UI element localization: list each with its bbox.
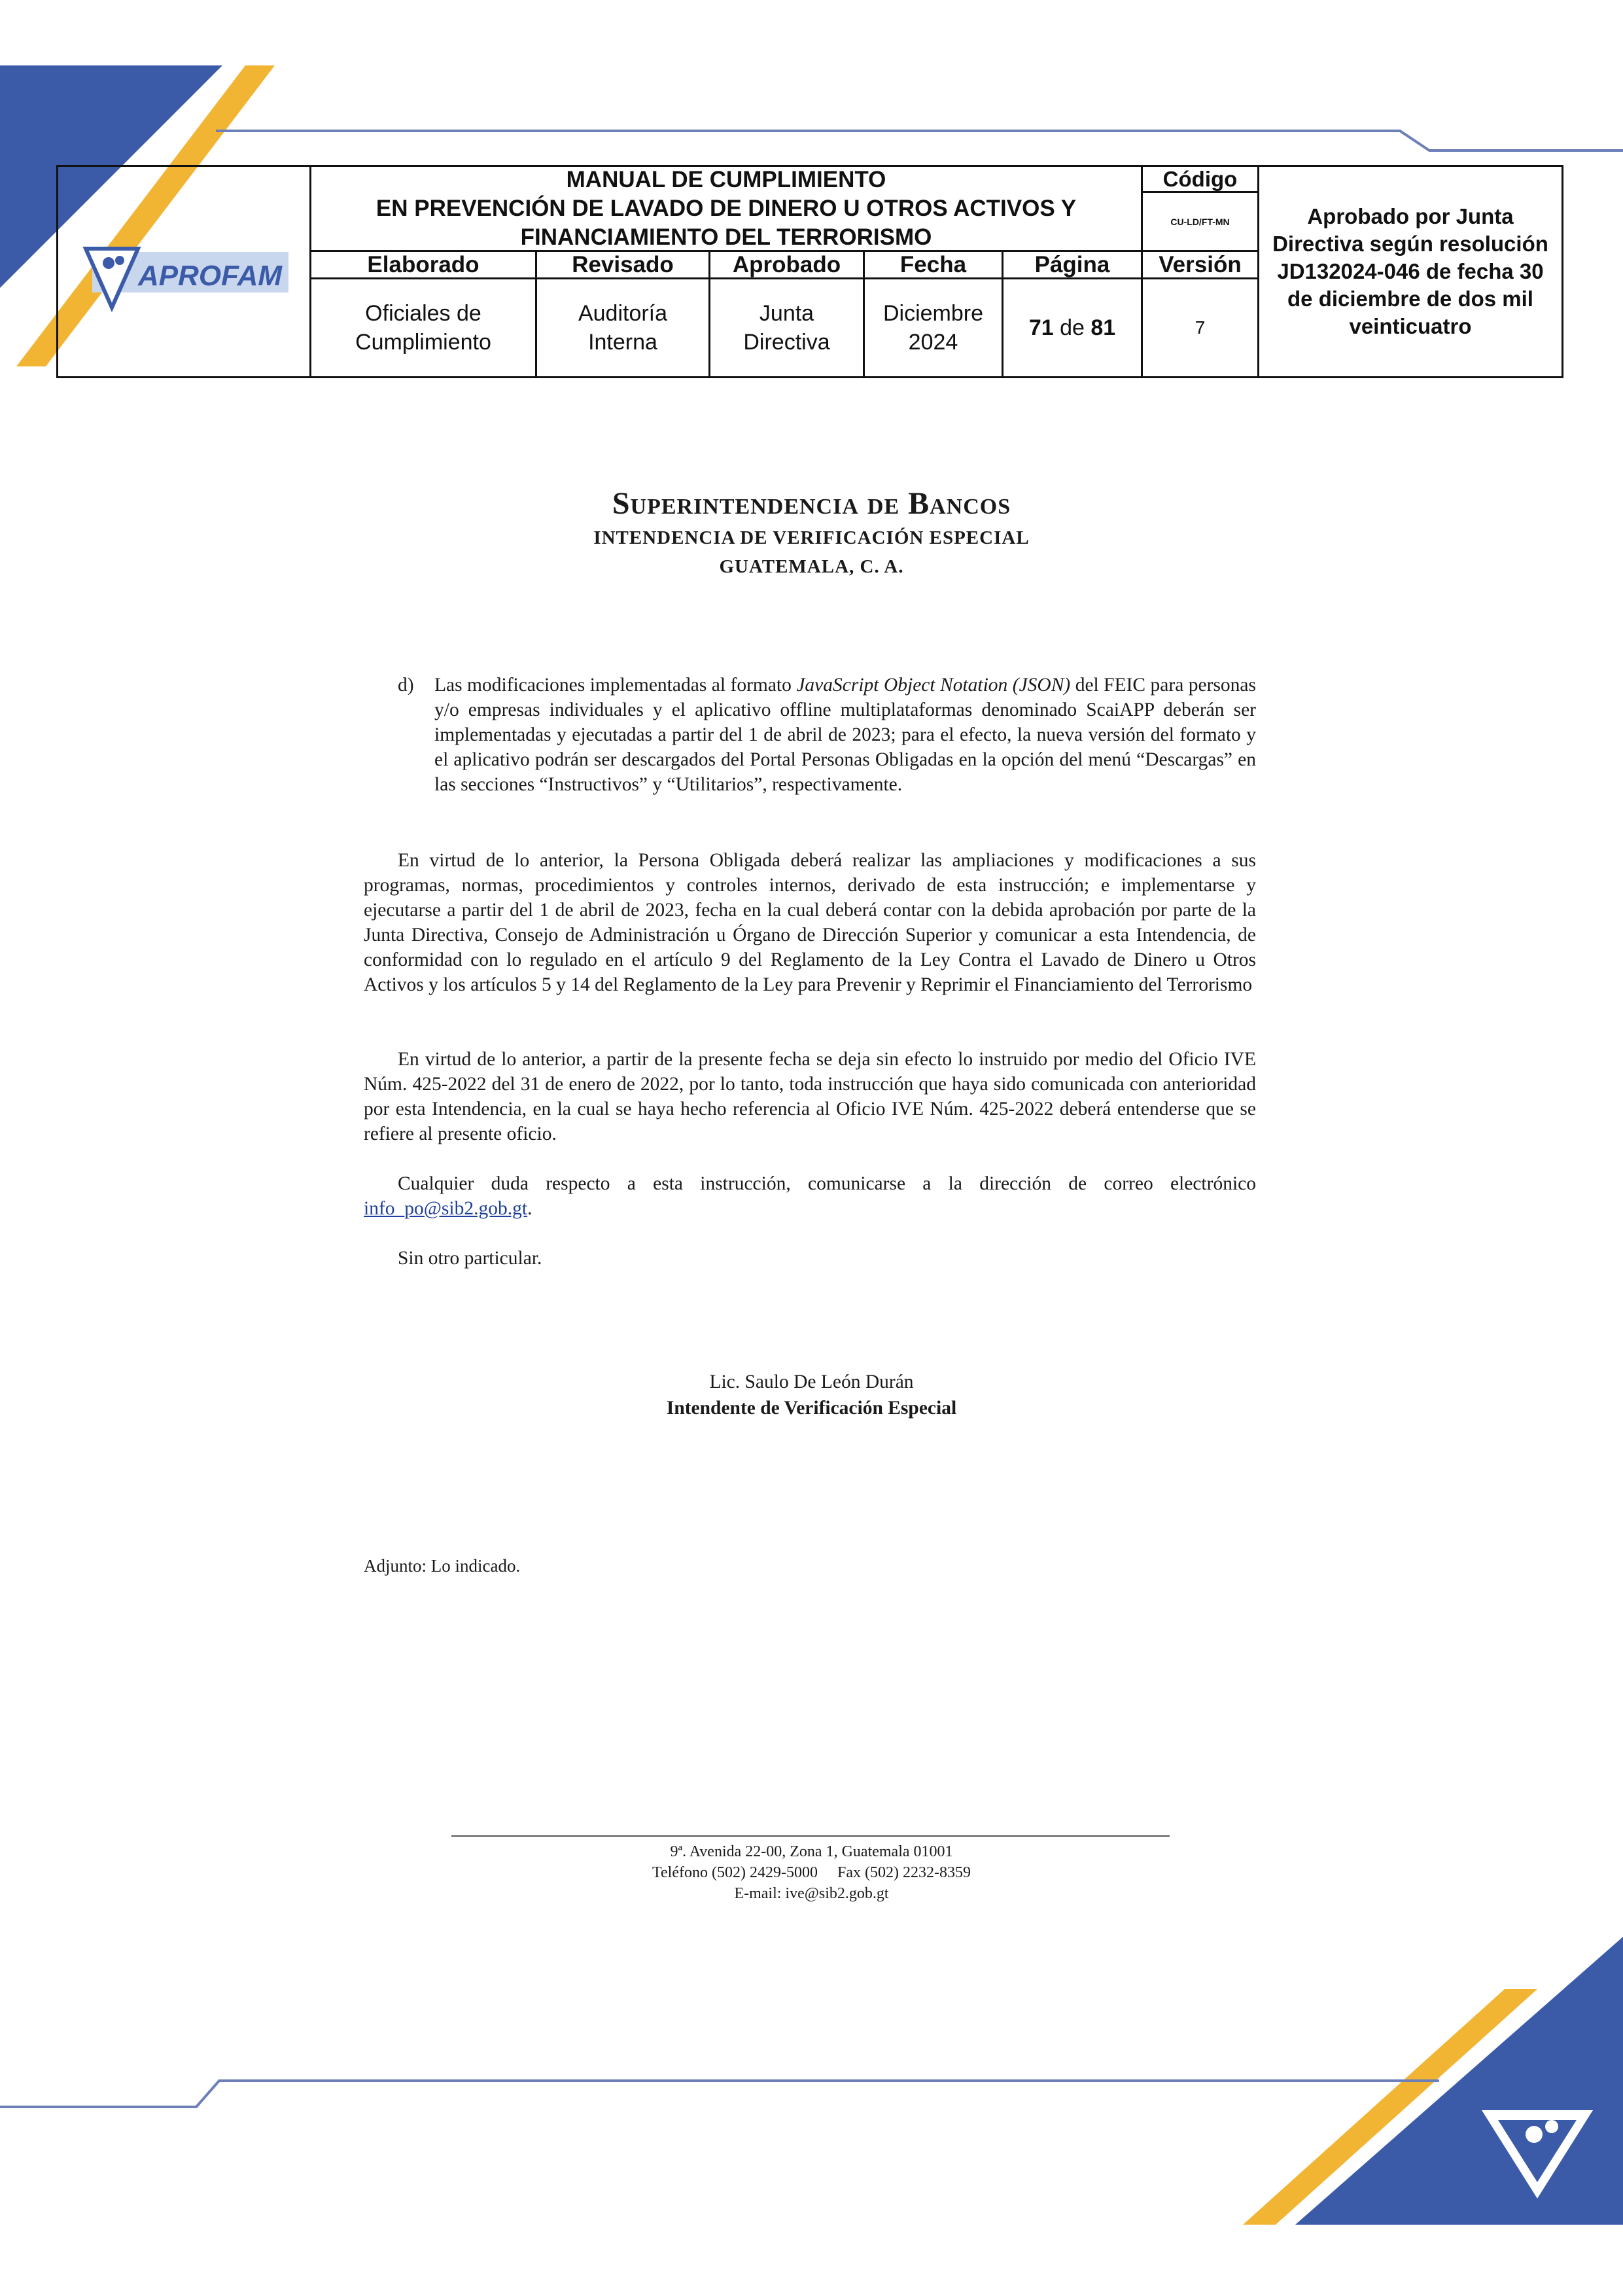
footer-phone: Teléfono (502) 2429-5000 Fax (502) 2232-8359 bbox=[652, 1864, 971, 1881]
email-link[interactable]: info_po@sib2.gob.gt bbox=[364, 1198, 528, 1219]
title-line-2: EN PREVENCIÓN DE LAVADO DE DINERO U OTROS ACTIVOS Y bbox=[375, 195, 1077, 221]
item-marker: d) bbox=[398, 675, 414, 696]
attachment-note: Adjunto: Lo indicado. bbox=[364, 1556, 521, 1576]
footer-divider bbox=[451, 1835, 1170, 1837]
title-line-1: MANUAL DE CUMPLIMIENTO bbox=[566, 166, 886, 192]
paragraph-3: Cualquier duda respecto a esta instrucción, comunicarse a la dirección de correo electrónico info_po@sib2.gob.gt. bbox=[364, 1173, 1256, 1219]
letterhead-subtitle: INTENDENCIA DE VERIFICACIÓN ESPECIAL bbox=[593, 527, 1030, 548]
codigo-value: CU-LD/FT-MN bbox=[1143, 193, 1259, 252]
revisado-value: Auditoría Interna bbox=[537, 279, 710, 376]
paragraph-1: En virtud de lo anterior, la Persona Obligada deberá realizar las ampliaciones y modificaciones a sus programas, normas, procedimientos y controles internos, derivado de esta instrucción; e implementarse y ejecutarse a partir del 1 de abril de 2023, fecha en la cual deberá contar con la debida aprobación por parte de la Junta Directiva, Consejo de Administración u Órgano de Dirección Superior y comunicar a esta Intendencia, de conformidad con lo regulado en el artículo 9 del Reglamento de la Ley Contra el Lavado de Dinero u Otros Activos y los artículos 5 y 14 del Reglamento de la Ley para Prevenir y Reprimir el Financiamiento del Terrorismo bbox=[364, 850, 1256, 995]
version-header: Versión bbox=[1143, 252, 1259, 279]
closing-line: Sin otro particular. bbox=[398, 1248, 542, 1269]
logo-cell bbox=[58, 167, 311, 376]
top-swoosh-line bbox=[216, 131, 1623, 150]
paragraph-2: En virtud de lo anterior, a partir de la presente fecha se deja sin efecto lo instruido por medio del Oficio IVE Núm. 425-2022 del 31 de enero de 2022, por lo tanto, toda instrucción que haya sido comunicada con anterioridad por esta Intendencia, en la cual se haya hecho referencia al Oficio IVE Núm. 425-2022 deberá entenderse que se refiere al presente oficio. bbox=[364, 1049, 1256, 1144]
aprobado-value: Junta Directiva bbox=[710, 279, 865, 376]
item-text: Las modificaciones implementadas al formato JavaScript Object Notation (JSON) del FEIC para personas y/o empresas individuales y el aplicativo offline multiplataformas denominado ScaiAPP deberán ser implementadas y ejecutadas a partir del 1 de abril de 2023; para el efecto, la nueva versión del formato y el aplicativo podrán ser descargados del Portal Personas Obligadas en la opción del menú “Descargas” en las secciones “Instructivos” y “Utilitarios”, respectivamente. bbox=[434, 675, 1256, 795]
fecha-header: Fecha bbox=[865, 252, 1003, 279]
signer-name: Lic. Saulo De León Durán bbox=[709, 1371, 914, 1392]
revisado-header: Revisado bbox=[537, 252, 710, 279]
fecha-value: Diciembre 2024 bbox=[865, 279, 1003, 376]
elaborado-value: Oficiales de Cumplimiento bbox=[311, 279, 537, 376]
page-current: 71 bbox=[1028, 315, 1054, 340]
footer-email: E-mail: ive@sib2.gob.gt bbox=[734, 1885, 889, 1902]
signer-title: Intendente de Verificación Especial bbox=[666, 1398, 957, 1419]
version-value: 7 bbox=[1143, 279, 1259, 376]
title-line-3: FINANCIAMIENTO DEL TERRORISMO bbox=[520, 224, 932, 250]
list-item-d bbox=[398, 673, 1256, 797]
aprobado-header: Aprobado bbox=[710, 252, 865, 279]
document-header-table bbox=[56, 165, 1563, 378]
page-total: 81 bbox=[1091, 315, 1116, 340]
approval-note: Aprobado por Junta Directiva según resolución JD132024-046 de fecha 30 de diciembre de dos mil veinticuatro bbox=[1272, 204, 1548, 338]
letterhead-location: GUATEMALA, C. A. bbox=[719, 556, 904, 577]
pagina-header: Página bbox=[1003, 252, 1143, 279]
page-number: 71 de 81 bbox=[1003, 279, 1143, 376]
manual-title bbox=[311, 167, 1143, 252]
elaborado-header: Elaborado bbox=[311, 252, 537, 279]
letterhead-title: Superintendencia de Bancos bbox=[612, 486, 1011, 521]
codigo-label: Código bbox=[1143, 167, 1259, 193]
logo-text: APROFAM bbox=[138, 260, 282, 292]
bottom-swoosh-line bbox=[0, 2081, 1439, 2107]
aprofam-logo bbox=[73, 222, 295, 321]
footer-address: 9ª. Avenida 22-00, Zona 1, Guatemala 01001 bbox=[670, 1843, 953, 1860]
